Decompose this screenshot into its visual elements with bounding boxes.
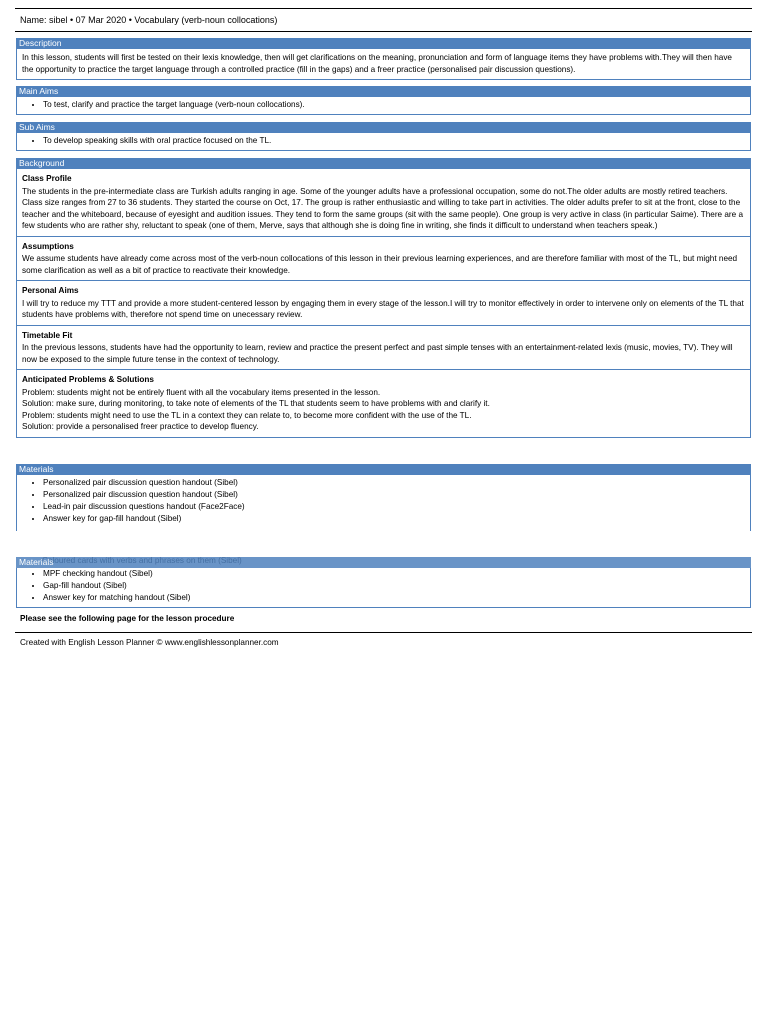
materials-box-1 (16, 475, 751, 531)
section-title: Background (16, 158, 751, 169)
assumptions (17, 236, 750, 281)
list-item: • Answer key for gap-fill handout (Sibel) (43, 513, 750, 525)
subsection-heading: Personal Aims (22, 286, 79, 295)
section-title: Materials (16, 557, 751, 568)
subsection-text: In the previous lessons, students have had the opportunity to learn, review and practice the present perfect and past simple tenses with an entertainment-related lexis (music, movies, TV). They will now be exposed to the simple future tense in the context of technology. (22, 343, 733, 364)
section-title: Sub Aims (16, 122, 751, 133)
description-text: In this lesson, students will first be tested on their lexis knowledge, then will get clarifications on the meaning, pronunciation and form of language items they have problems with.They will then have the opportunity to practice the target language through a controlled practice (fill in the gaps) and a freer practice (personalised pair discussion questions). (22, 53, 732, 74)
subsection-text: The students in the pre-intermediate class are Turkish adults ranging in age. Some of the younger adults have a professional occupation, some do not.The older adults are mostly retired teachers. Class size ranges from 27 to 36 students. They started the course on Oct, 17. The group is rather enthusiastic and willing to take part in activities. The older adults prefer to sit at the front, close to the teacher and the whiteboard, because of eyesight and audition issues. They tend to form the same groups (sit with the same people). One group is very active in class (in particular Saime). There are a few students who are rather shy, reluctant to speak (one of them, Merve, says that although she is doing fine in writing, she finds it difficult to understand when teachers speak.) (22, 186, 744, 230)
materials-section-1 (16, 464, 751, 531)
timetable-fit (17, 325, 750, 370)
header-rule (15, 31, 752, 32)
list-item: • MPF checking handout (Sibel) (43, 568, 750, 580)
anticipated-problems (17, 369, 750, 437)
background-section (16, 158, 751, 438)
main-aims-box (16, 97, 751, 115)
list-item: • To test, clarify and practice the target language (verb-noun collocations). (43, 99, 750, 111)
sub-aims-box (16, 133, 751, 151)
subsection-heading: Timetable Fit (22, 330, 73, 340)
main-aims-section (16, 86, 751, 115)
section-title: Main Aims (16, 86, 751, 97)
subsection-heading: Anticipated Problems & Solutions (22, 375, 154, 384)
footer-credit: Created with English Lesson Planner © www.englishlessonplanner.com (20, 638, 279, 647)
list-item: • Lead-in pair discussion questions handout (Face2Face) (43, 501, 750, 513)
description-box (16, 49, 751, 80)
background-box (16, 169, 751, 438)
section-title: Description (16, 38, 751, 49)
subsection-heading: Assumptions (22, 241, 74, 251)
page-header: Name: sibel • 07 Mar 2020 • Vocabulary (verb-noun collocations) (20, 15, 278, 25)
subsection-text: I will try to reduce my TTT and provide a more student-centered lesson by engaging them in every stage of the lesson.I will try to monitor effectively in order to intervene only on elements of the TL that students have problems with, therefore not spend time on unecessary review. (22, 298, 744, 319)
list-item: • Personalized pair discussion question handout (Sibel) (43, 489, 750, 501)
materials-section-2 (16, 557, 751, 608)
list-item: • Answer key for matching handout (Sibel) (43, 592, 750, 604)
footer-rule (15, 632, 752, 633)
materials-box-2 (16, 568, 751, 608)
top-rule (15, 8, 752, 9)
list-item: • To develop speaking skills with oral practice focused on the TL. (43, 135, 750, 147)
section-title: Materials (16, 464, 751, 475)
subsection-text: We assume students have already come across most of the verb-noun collocations of this lesson in their previous learning experiences, and are therefore familiar with most of the TL, but might need some clarification as well as a bit of practice to reactivate their knowledge. (22, 254, 738, 275)
sub-aims-section (16, 122, 751, 151)
personal-aims (17, 280, 750, 325)
class-profile (17, 169, 750, 236)
description-section (16, 38, 751, 80)
subsection-text: Problem: students might not be entirely fluent with all the vocabulary items presented in the lesson. Solution: make sure, during monitoring, to take note of elements of the TL that students seem to have problems with and clarify it. Problem: students might need to use the TL in a context they can relate to, to become more confident with the use of the TL. Solution: provide a personalised freer practice to develop fluency. (22, 387, 490, 431)
procedure-note: Please see the following page for the lesson procedure (20, 614, 235, 623)
list-item: • Personalized pair discussion question handout (Sibel) (43, 477, 750, 489)
subsection-heading: Class Profile (22, 174, 72, 183)
list-item: • Gap-fill handout (Sibel) (43, 580, 750, 592)
